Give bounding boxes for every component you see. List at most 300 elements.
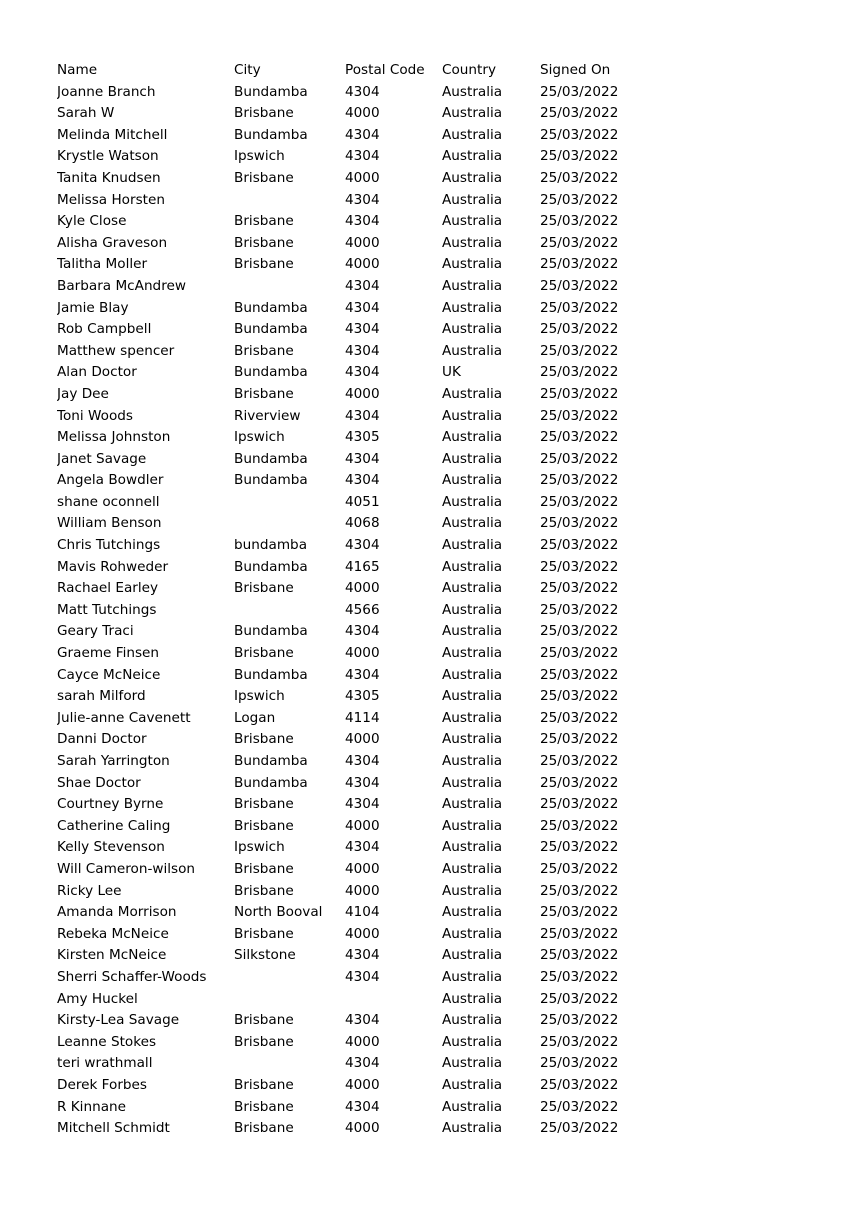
cell-postal-code <box>345 989 442 1011</box>
cell-city: Bundamba <box>234 753 308 769</box>
cell-city: Brisbane <box>234 731 294 748</box>
cell-name: Ricky Lee <box>57 882 122 899</box>
cell-postal-code: 4000 <box>345 817 380 834</box>
cell-signed-on: 25/03/2022 <box>540 882 619 899</box>
cell-postal-code: 4304 <box>345 839 380 856</box>
cell-city: Ipswich <box>234 429 285 446</box>
table-row <box>57 902 657 924</box>
table-row <box>57 729 657 751</box>
table-row <box>57 427 657 449</box>
cell-name: Janet Savage <box>57 450 147 467</box>
cell-postal-code: 4566 <box>345 601 380 618</box>
cell-signed-on: 25/03/2022 <box>540 299 619 316</box>
table-row <box>57 989 657 1011</box>
cell-country: Australia <box>442 169 503 186</box>
cell-name: shane oconnell <box>57 493 160 510</box>
cell-city: Brisbane <box>234 882 294 899</box>
cell-signed-on: 25/03/2022 <box>540 277 619 294</box>
cell-name: Matt Tutchings <box>57 601 157 618</box>
table-row <box>57 190 657 212</box>
cell-postal-code: 4304 <box>345 666 380 683</box>
cell-country: Australia <box>442 148 503 165</box>
cell-city <box>234 600 345 622</box>
cell-name: Joanne Branch <box>57 83 156 100</box>
cell-signed-on: 25/03/2022 <box>540 688 619 705</box>
cell-name: Rebeka McNeice <box>57 925 169 942</box>
cell-signed-on: 25/03/2022 <box>540 105 619 122</box>
cell-signed-on: 25/03/2022 <box>540 429 619 446</box>
cell-name: Cayce McNeice <box>57 666 161 683</box>
cell-signed-on: 25/03/2022 <box>540 321 619 338</box>
cell-name: Rachael Earley <box>57 580 159 597</box>
cell-signed-on: 25/03/2022 <box>540 364 619 381</box>
cell-signed-on: 25/03/2022 <box>540 774 619 791</box>
cell-name: Melinda Mitchell <box>57 126 168 143</box>
cell-country: Australia <box>442 1098 503 1115</box>
cell-country: Australia <box>442 645 503 662</box>
cell-signed-on: 25/03/2022 <box>540 1033 619 1050</box>
cell-city: Brisbane <box>234 256 294 273</box>
cell-postal-code: 4304 <box>345 623 380 640</box>
cell-postal-code: 4304 <box>345 753 380 769</box>
cell-city <box>234 513 345 535</box>
cell-name: Tanita Knudsen <box>57 169 161 186</box>
cell-city: Brisbane <box>234 1033 294 1050</box>
cell-name: Angela Bowdler <box>57 472 164 489</box>
table-row <box>57 319 657 341</box>
cell-postal-code: 4000 <box>345 105 380 122</box>
column-header-name: Name <box>57 62 98 78</box>
cell-city: Brisbane <box>234 213 294 230</box>
cell-signed-on: 25/03/2022 <box>540 904 619 921</box>
table-row <box>57 557 657 579</box>
cell-name: Sherri Schaffer-Woods <box>57 968 207 985</box>
cell-country: Australia <box>442 493 503 510</box>
cell-name: Graeme Finsen <box>57 645 160 662</box>
cell-signed-on: 25/03/2022 <box>540 1120 619 1137</box>
cell-country: Australia <box>442 1120 503 1137</box>
cell-city: Brisbane <box>234 925 294 942</box>
cell-name: Shae Doctor <box>57 774 141 791</box>
cell-city: Bundamba <box>234 83 308 100</box>
table-row <box>57 816 657 838</box>
cell-postal-code: 4304 <box>345 1012 380 1029</box>
cell-name: Julie-anne Cavenett <box>57 709 191 726</box>
table-row <box>57 298 657 320</box>
cell-city: Riverview <box>234 407 301 424</box>
cell-postal-code: 4000 <box>345 1033 380 1050</box>
cell-city: Brisbane <box>234 1098 294 1115</box>
cell-postal-code: 4304 <box>345 537 380 554</box>
cell-name: Toni Woods <box>57 407 134 424</box>
cell-city: Brisbane <box>234 105 294 122</box>
cell-country: Australia <box>442 1076 503 1093</box>
cell-postal-code: 4304 <box>345 407 380 424</box>
cell-city <box>234 989 345 1011</box>
cell-postal-code: 4304 <box>345 947 380 964</box>
cell-signed-on: 25/03/2022 <box>540 601 619 618</box>
table-row <box>57 1118 657 1140</box>
table-row <box>57 837 657 859</box>
cell-name: Kirsty-Lea Savage <box>57 1012 180 1029</box>
cell-postal-code: 4000 <box>345 385 380 402</box>
cell-city: Bundamba <box>234 472 308 489</box>
cell-name: Alan Doctor <box>57 364 137 381</box>
cell-postal-code: 4304 <box>345 126 380 143</box>
cell-city: Brisbane <box>234 796 294 813</box>
table-row <box>57 470 657 492</box>
cell-postal-code: 4000 <box>345 169 380 186</box>
cell-signed-on: 25/03/2022 <box>540 580 619 597</box>
table-row <box>57 967 657 989</box>
cell-postal-code: 4304 <box>345 83 380 100</box>
cell-country: Australia <box>442 256 503 273</box>
cell-name: Amy Huckel <box>57 990 138 1007</box>
cell-city: Ipswich <box>234 688 285 705</box>
cell-country: Australia <box>442 1033 503 1050</box>
cell-postal-code: 4304 <box>345 968 380 985</box>
cell-country: Australia <box>442 817 503 834</box>
cell-name: Derek Forbes <box>57 1076 147 1093</box>
cell-country: Australia <box>442 666 503 683</box>
cell-country: Australia <box>442 277 503 294</box>
table-row <box>57 1097 657 1119</box>
cell-signed-on: 25/03/2022 <box>540 126 619 143</box>
column-header-country: Country <box>442 62 497 78</box>
cell-signed-on: 25/03/2022 <box>540 558 619 575</box>
cell-signed-on: 25/03/2022 <box>540 731 619 748</box>
cell-postal-code: 4304 <box>345 321 380 338</box>
table-row <box>57 859 657 881</box>
cell-postal-code: 4165 <box>345 558 380 575</box>
table-row <box>57 211 657 233</box>
cell-postal-code: 4304 <box>345 277 380 294</box>
cell-signed-on: 25/03/2022 <box>540 1012 619 1029</box>
cell-postal-code: 4304 <box>345 1055 380 1072</box>
cell-postal-code: 4068 <box>345 515 380 532</box>
table-row <box>57 362 657 384</box>
cell-name: Mavis Rohweder <box>57 558 169 575</box>
cell-signed-on: 25/03/2022 <box>540 342 619 359</box>
cell-signed-on: 25/03/2022 <box>540 645 619 662</box>
cell-country: Australia <box>442 342 503 359</box>
cell-city: Bundamba <box>234 450 308 467</box>
cell-country: Australia <box>442 688 503 705</box>
cell-country: Australia <box>442 753 503 769</box>
cell-postal-code: 4304 <box>345 342 380 359</box>
cell-country: Australia <box>442 623 503 640</box>
cell-country: Australia <box>442 385 503 402</box>
cell-city: Brisbane <box>234 1076 294 1093</box>
cell-postal-code: 4000 <box>345 1076 380 1093</box>
cell-signed-on: 25/03/2022 <box>540 1055 619 1072</box>
cell-signed-on: 25/03/2022 <box>540 709 619 726</box>
cell-postal-code: 4304 <box>345 148 380 165</box>
table-row <box>57 600 657 622</box>
cell-country: Australia <box>442 429 503 446</box>
table-row <box>57 233 657 255</box>
cell-country: Australia <box>442 321 503 338</box>
cell-city <box>234 276 345 298</box>
cell-city: North Booval <box>234 904 323 921</box>
cell-name: Jamie Blay <box>57 299 129 316</box>
table-row <box>57 1010 657 1032</box>
cell-signed-on: 25/03/2022 <box>540 537 619 554</box>
cell-signed-on: 25/03/2022 <box>540 256 619 273</box>
cell-country: Australia <box>442 299 503 316</box>
cell-postal-code: 4000 <box>345 860 380 877</box>
cell-signed-on: 25/03/2022 <box>540 990 619 1007</box>
cell-country: Australia <box>442 601 503 618</box>
cell-country: Australia <box>442 968 503 985</box>
cell-name: Catherine Caling <box>57 817 171 834</box>
cell-signed-on: 25/03/2022 <box>540 925 619 942</box>
table-row <box>57 1075 657 1097</box>
cell-postal-code: 4000 <box>345 1120 380 1137</box>
cell-postal-code: 4304 <box>345 299 380 316</box>
table-row <box>57 535 657 557</box>
cell-name: William Benson <box>57 515 162 532</box>
cell-name: Danni Doctor <box>57 731 147 748</box>
cell-postal-code: 4000 <box>345 234 380 251</box>
cell-name: Jay Dee <box>57 385 109 402</box>
cell-name: Sarah W <box>57 105 115 122</box>
cell-city: Logan <box>234 709 276 726</box>
table-row <box>57 924 657 946</box>
cell-name: Talitha Moller <box>57 256 148 273</box>
table-row <box>57 1032 657 1054</box>
table-row <box>57 665 657 687</box>
cell-country: Australia <box>442 860 503 877</box>
cell-signed-on: 25/03/2022 <box>540 860 619 877</box>
table-row <box>57 168 657 190</box>
cell-signed-on: 25/03/2022 <box>540 83 619 100</box>
cell-signed-on: 25/03/2022 <box>540 450 619 467</box>
cell-postal-code: 4304 <box>345 191 380 208</box>
table-row <box>57 578 657 600</box>
cell-name: Geary Traci <box>57 623 134 640</box>
cell-postal-code: 4304 <box>345 774 380 791</box>
cell-signed-on: 25/03/2022 <box>540 753 619 769</box>
cell-country: Australia <box>442 515 503 532</box>
cell-signed-on: 25/03/2022 <box>540 839 619 856</box>
cell-city: Brisbane <box>234 817 294 834</box>
table-row <box>57 103 657 125</box>
cell-name: Barbara McAndrew <box>57 277 186 294</box>
table-row <box>57 449 657 471</box>
table-row <box>57 881 657 903</box>
cell-postal-code: 4304 <box>345 472 380 489</box>
table-row <box>57 276 657 298</box>
cell-name: Chris Tutchings <box>57 537 161 554</box>
table-row <box>57 146 657 168</box>
cell-signed-on: 25/03/2022 <box>540 213 619 230</box>
cell-postal-code: 4304 <box>345 796 380 813</box>
cell-postal-code: 4304 <box>345 364 380 381</box>
cell-name: Kelly Stevenson <box>57 839 165 856</box>
cell-name: Will Cameron-wilson <box>57 860 196 877</box>
table-row <box>57 254 657 276</box>
cell-city: Bundamba <box>234 321 308 338</box>
cell-signed-on: 25/03/2022 <box>540 472 619 489</box>
cell-city: Brisbane <box>234 385 294 402</box>
cell-country: Australia <box>442 407 503 424</box>
cell-city <box>234 190 345 212</box>
cell-signed-on: 25/03/2022 <box>540 191 619 208</box>
cell-country: Australia <box>442 105 503 122</box>
table-row <box>57 751 657 773</box>
cell-postal-code: 4000 <box>345 731 380 748</box>
cell-city: Bundamba <box>234 364 308 381</box>
table-row <box>57 794 657 816</box>
cell-name: Rob Campbell <box>57 321 152 338</box>
cell-name: Alisha Graveson <box>57 234 168 251</box>
cell-postal-code: 4104 <box>345 904 380 921</box>
table-body <box>57 82 657 1140</box>
cell-country: Australia <box>442 904 503 921</box>
cell-city: Brisbane <box>234 234 294 251</box>
cell-city: Brisbane <box>234 342 294 359</box>
header-row <box>57 60 657 82</box>
cell-city: Bundamba <box>234 774 308 791</box>
table-row <box>57 643 657 665</box>
cell-city: Brisbane <box>234 169 294 186</box>
cell-postal-code: 4000 <box>345 925 380 942</box>
cell-city: Brisbane <box>234 645 294 662</box>
table-row <box>57 773 657 795</box>
cell-signed-on: 25/03/2022 <box>540 666 619 683</box>
cell-country: Australia <box>442 191 503 208</box>
cell-country: Australia <box>442 731 503 748</box>
cell-name: R Kinnane <box>57 1098 126 1115</box>
table-row <box>57 513 657 535</box>
cell-city: Brisbane <box>234 1120 294 1137</box>
column-header-postal-code: Postal Code <box>345 62 425 78</box>
cell-name: Mitchell Schmidt <box>57 1120 170 1137</box>
cell-name: Amanda Morrison <box>57 904 177 921</box>
cell-signed-on: 25/03/2022 <box>540 385 619 402</box>
table-row <box>57 945 657 967</box>
cell-signed-on: 25/03/2022 <box>540 169 619 186</box>
cell-signed-on: 25/03/2022 <box>540 623 619 640</box>
cell-city: Brisbane <box>234 580 294 597</box>
cell-city: Ipswich <box>234 148 285 165</box>
cell-signed-on: 25/03/2022 <box>540 148 619 165</box>
cell-country: Australia <box>442 1012 503 1029</box>
cell-signed-on: 25/03/2022 <box>540 796 619 813</box>
cell-country: Australia <box>442 580 503 597</box>
table-row <box>57 492 657 514</box>
cell-postal-code: 4304 <box>345 450 380 467</box>
cell-city: Bundamba <box>234 126 308 143</box>
cell-postal-code: 4051 <box>345 493 380 510</box>
cell-country: Australia <box>442 882 503 899</box>
cell-country: Australia <box>442 126 503 143</box>
table-row <box>57 686 657 708</box>
cell-city: Ipswich <box>234 839 285 856</box>
cell-signed-on: 25/03/2022 <box>540 947 619 964</box>
cell-postal-code: 4305 <box>345 429 380 446</box>
table-row <box>57 82 657 104</box>
cell-city <box>234 492 345 514</box>
cell-name: Kyle Close <box>57 213 127 230</box>
table-row <box>57 621 657 643</box>
cell-country: Australia <box>442 213 503 230</box>
cell-name: sarah Milford <box>57 688 146 705</box>
cell-name: Matthew spencer <box>57 342 175 359</box>
cell-city: Bundamba <box>234 558 308 575</box>
cell-country: Australia <box>442 450 503 467</box>
column-header-signed-on: Signed On <box>540 62 611 78</box>
table-row <box>57 125 657 147</box>
cell-city: Silkstone <box>234 947 296 964</box>
cell-country: Australia <box>442 990 503 1007</box>
cell-country: Australia <box>442 1055 503 1072</box>
cell-name: Krystle Watson <box>57 148 159 165</box>
cell-city <box>234 1053 345 1075</box>
cell-country: UK <box>442 364 461 381</box>
cell-country: Australia <box>442 558 503 575</box>
cell-name: Melissa Johnston <box>57 429 171 446</box>
cell-postal-code: 4305 <box>345 688 380 705</box>
cell-signed-on: 25/03/2022 <box>540 817 619 834</box>
cell-country: Australia <box>442 947 503 964</box>
table-row <box>57 708 657 730</box>
table-row <box>57 406 657 428</box>
cell-signed-on: 25/03/2022 <box>540 493 619 510</box>
cell-signed-on: 25/03/2022 <box>540 1098 619 1115</box>
table-row <box>57 1053 657 1075</box>
cell-name: Kirsten McNeice <box>57 947 167 964</box>
signatures-table <box>57 60 657 1140</box>
cell-name: teri wrathmall <box>57 1055 153 1072</box>
cell-city: Bundamba <box>234 666 308 683</box>
cell-city: Brisbane <box>234 860 294 877</box>
cell-country: Australia <box>442 796 503 813</box>
cell-country: Australia <box>442 774 503 791</box>
cell-city: Brisbane <box>234 1012 294 1029</box>
column-header-city: City <box>234 62 261 78</box>
cell-country: Australia <box>442 709 503 726</box>
cell-name: Leanne Stokes <box>57 1033 157 1050</box>
cell-signed-on: 25/03/2022 <box>540 968 619 985</box>
cell-postal-code: 4000 <box>345 882 380 899</box>
cell-country: Australia <box>442 537 503 554</box>
cell-country: Australia <box>442 839 503 856</box>
cell-name: Sarah Yarrington <box>57 753 170 769</box>
cell-name: Courtney Byrne <box>57 796 164 813</box>
table-row <box>57 341 657 363</box>
cell-postal-code: 4304 <box>345 213 380 230</box>
cell-name: Melissa Horsten <box>57 191 165 208</box>
cell-country: Australia <box>442 925 503 942</box>
table-row <box>57 384 657 406</box>
cell-country: Australia <box>442 83 503 100</box>
cell-signed-on: 25/03/2022 <box>540 234 619 251</box>
cell-city <box>234 967 345 989</box>
cell-country: Australia <box>442 234 503 251</box>
cell-postal-code: 4114 <box>345 709 380 726</box>
cell-postal-code: 4000 <box>345 256 380 273</box>
cell-city: Bundamba <box>234 299 308 316</box>
cell-postal-code: 4304 <box>345 1098 380 1115</box>
cell-signed-on: 25/03/2022 <box>540 407 619 424</box>
cell-signed-on: 25/03/2022 <box>540 1076 619 1093</box>
cell-country: Australia <box>442 472 503 489</box>
cell-city: Bundamba <box>234 623 308 640</box>
cell-postal-code: 4000 <box>345 580 380 597</box>
cell-postal-code: 4000 <box>345 645 380 662</box>
